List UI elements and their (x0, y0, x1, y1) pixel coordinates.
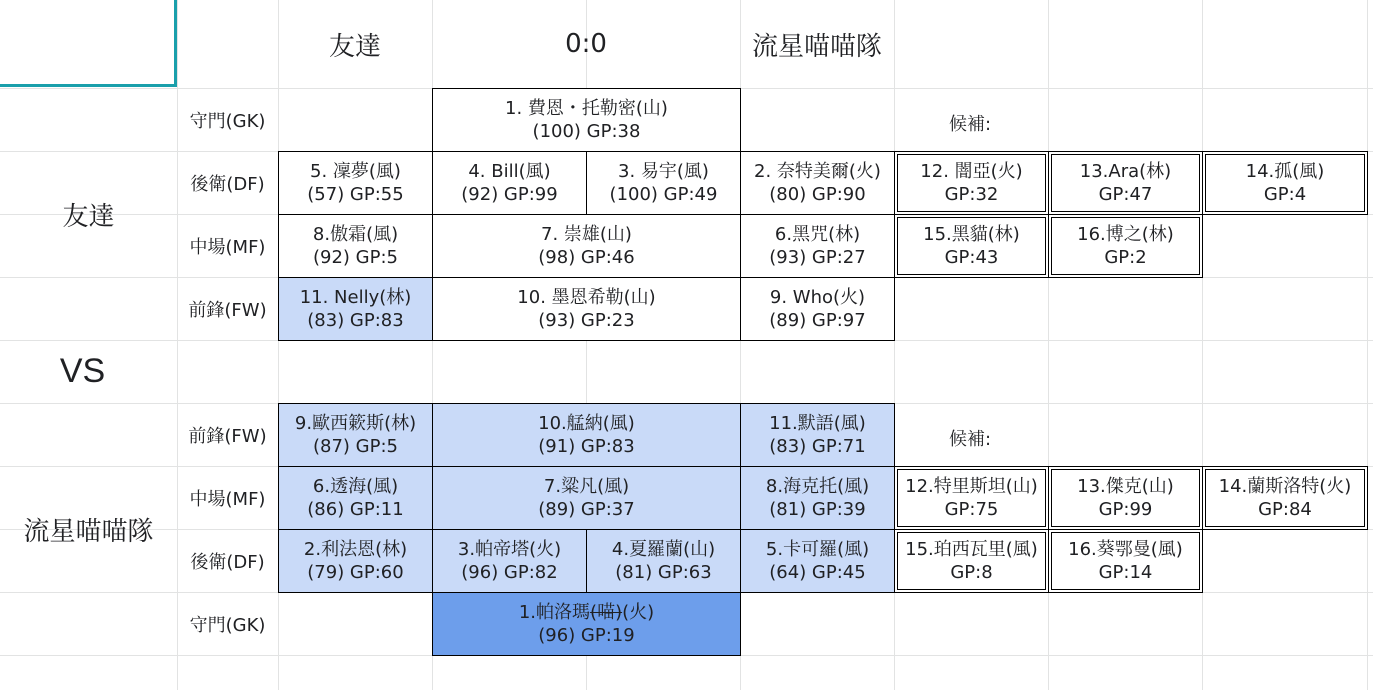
team-b-df-2[interactable] (278, 529, 433, 593)
player-name: 4. Bill(風) (468, 161, 551, 182)
player-name: 5.卡可羅(風) (765, 539, 870, 560)
side-label-vs[interactable]: VS (59, 352, 106, 390)
team-a-mf-8[interactable] (278, 214, 433, 278)
team-a-mf-7[interactable] (432, 214, 741, 278)
team-b-gk-1[interactable] (432, 592, 741, 656)
header-team-b[interactable]: 流星喵喵隊 (751, 31, 882, 62)
player-stats: GP:32 (944, 184, 999, 205)
player-stats: (100) GP:38 (532, 121, 641, 142)
player-stats: GP:8 (950, 562, 993, 583)
team-b-sub-13[interactable] (1048, 466, 1203, 530)
team-a-sub-16[interactable] (1048, 214, 1203, 278)
team-a-sub-14[interactable] (1202, 151, 1368, 215)
player-stats: (83) GP:71 (769, 436, 866, 457)
player-stats: (64) GP:45 (769, 562, 866, 583)
player-stats: (93) GP:23 (538, 310, 635, 331)
player-stats: (92) GP:5 (313, 247, 398, 268)
team-b-row-df[interactable]: 後衛(DF) (190, 551, 265, 573)
team-a-df-3[interactable] (586, 151, 741, 215)
player-name: 12. 闇亞(火) (920, 161, 1023, 182)
team-a-fw-10[interactable] (432, 277, 741, 341)
team-a-fw-9[interactable] (740, 277, 895, 341)
player-stats: (81) GP:39 (769, 499, 866, 520)
player-name: 8.傲霜(風) (312, 224, 399, 245)
player-stats: (92) GP:99 (461, 184, 558, 205)
player-name: 9.歐西簌斯(林) (294, 413, 417, 434)
team-b-sub-12[interactable] (894, 466, 1049, 530)
player-name: 4.夏羅蘭(山) (611, 539, 716, 560)
player-stats: (87) GP:5 (313, 436, 398, 457)
player-name: 15.珀西瓦里(風) (905, 539, 1038, 560)
player-name: 2.利法恩(林) (303, 539, 408, 560)
side-label-team-a[interactable]: 友達 (62, 201, 115, 232)
player-name: 13.Ara(林) (1079, 161, 1172, 182)
team-b-row-mf[interactable]: 中場(MF) (189, 488, 266, 510)
team-b-sub-15[interactable] (894, 529, 1049, 593)
team-b-sub-16[interactable] (1048, 529, 1203, 593)
header-score[interactable]: 0:0 (565, 29, 607, 59)
team-b-bench-label[interactable]: 候補: (949, 429, 992, 450)
team-b-df-5[interactable] (740, 529, 895, 593)
player-stats: GP:99 (1098, 499, 1153, 520)
player-stats: (83) GP:83 (307, 310, 404, 331)
team-b-mf-8[interactable] (740, 466, 895, 530)
team-a-row-fw[interactable]: 前鋒(FW) (188, 299, 267, 321)
team-b-fw-10[interactable] (432, 403, 741, 467)
player-stats: (93) GP:27 (769, 247, 866, 268)
team-b-df-4[interactable] (586, 529, 741, 593)
team-a-gk-1[interactable] (432, 88, 741, 152)
player-name-struck: (喵) (590, 602, 623, 623)
player-name: 5. 凜夢(風) (310, 161, 401, 182)
player-name: 8.海克托(風) (765, 476, 870, 497)
team-a-df-4[interactable] (432, 151, 587, 215)
player-stats: GP:47 (1098, 184, 1153, 205)
team-a-df-5[interactable] (278, 151, 433, 215)
player-name: 7.粱凡(風) (543, 476, 630, 497)
player-name: 9. Who(火) (769, 287, 866, 308)
player-stats: (86) GP:11 (307, 499, 404, 520)
team-a-row-gk[interactable]: 守門(GK) (189, 110, 266, 132)
player-name: 13.傑克(山) (1077, 476, 1174, 497)
player-stats: GP:75 (944, 499, 999, 520)
team-b-row-fw[interactable]: 前鋒(FW) (188, 425, 267, 447)
player-name-prefix: 1.帕洛瑪 (518, 602, 591, 623)
team-a-row-mf[interactable]: 中場(MF) (189, 236, 266, 258)
player-stats: (57) GP:55 (307, 184, 404, 205)
player-name: 3. 易宇(風) (618, 161, 709, 182)
player-stats: (98) GP:46 (538, 247, 635, 268)
player-name: 10. 墨恩希勒(山) (517, 287, 656, 308)
player-name: 6.透海(風) (312, 476, 399, 497)
player-stats: GP:14 (1098, 562, 1153, 583)
player-stats: GP:4 (1263, 184, 1307, 205)
player-name: 10.艋納(風) (538, 413, 635, 434)
team-b-df-3[interactable] (432, 529, 587, 593)
player-name: 12.特里斯坦(山) (905, 476, 1038, 497)
player-name: 15.黑貓(林) (923, 224, 1020, 245)
player-name: 16.博之(林) (1077, 224, 1174, 245)
selected-cell[interactable] (0, 0, 177, 87)
player-name: 3.帕帝塔(火) (457, 539, 562, 560)
header-team-a[interactable]: 友達 (328, 31, 381, 62)
team-b-mf-7[interactable] (432, 466, 741, 530)
player-name: 14.蘭斯洛特(火) (1218, 476, 1352, 497)
team-b-fw-11[interactable] (740, 403, 895, 467)
player-stats: (89) GP:37 (538, 499, 635, 520)
player-stats: (81) GP:63 (615, 562, 712, 583)
team-a-df-2[interactable] (740, 151, 895, 215)
team-b-row-gk[interactable]: 守門(GK) (189, 614, 266, 636)
player-stats: GP:84 (1258, 499, 1312, 520)
team-b-sub-14[interactable] (1202, 466, 1368, 530)
team-a-row-df[interactable]: 後衛(DF) (190, 173, 265, 195)
player-name-suffix: (火) (622, 602, 655, 623)
player-stats: (96) GP:19 (538, 625, 635, 646)
player-stats: (100) GP:49 (609, 184, 718, 205)
player-name: 16.葵鄂曼(風) (1068, 539, 1183, 560)
player-name (519, 601, 654, 624)
player-name: 1. 費恩・托勒密(山) (505, 98, 668, 119)
side-label-team-b[interactable]: 流星喵喵隊 (23, 516, 154, 547)
player-stats: (96) GP:82 (461, 562, 558, 583)
player-stats: (80) GP:90 (769, 184, 866, 205)
team-a-sub-13[interactable] (1048, 151, 1203, 215)
team-a-mf-6[interactable] (740, 214, 895, 278)
gridline (1367, 0, 1368, 690)
team-b-mf-6[interactable] (278, 466, 433, 530)
player-stats: (89) GP:97 (769, 310, 866, 331)
player-stats: (91) GP:83 (538, 436, 635, 457)
team-a-sub-15[interactable] (894, 214, 1049, 278)
player-name: 6.黑咒(林) (774, 224, 861, 245)
player-name: 14.孤(風) (1245, 161, 1325, 182)
team-a-sub-12[interactable] (894, 151, 1049, 215)
player-stats: (79) GP:60 (307, 562, 404, 583)
player-stats: GP:2 (1104, 247, 1147, 268)
team-b-fw-9[interactable] (278, 403, 433, 467)
player-stats: GP:43 (944, 247, 999, 268)
player-name: 11. Nelly(林) (299, 287, 412, 308)
team-a-fw-11[interactable] (278, 277, 433, 341)
player-name: 11.默語(風) (769, 413, 866, 434)
player-name: 7. 崇雄(山) (541, 224, 632, 245)
team-a-bench-label[interactable]: 候補: (949, 114, 992, 135)
player-name: 2. 奈特美爾(火) (754, 161, 881, 182)
